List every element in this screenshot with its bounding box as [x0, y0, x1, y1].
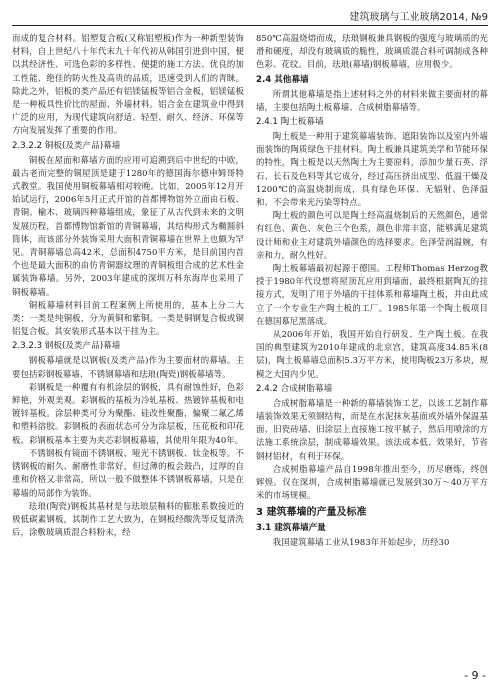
paragraph: 彩钢板是一种覆有有机涂层的钢板，具有耐蚀性好，色彩鲜艳，外观美观。彩钢板的基板为冷轧基板、热镀锌基板和电镀锌基板。涂层种类可分为聚酯、硅改性聚酯，偏聚二氟乙烯和塑料溶胶。彩钢板的表面状态可分为涂层板，压花板和印花板。彩钢板基本主要为夹芯彩钢板幕墙，其使用年限为40年。 — [12, 381, 244, 445]
paragraph: 所谓其他幕墙是指上述材料之外的材料来做主要面材的幕墙，主要包括陶土板幕墙、合成树脂幕墙等。 — [256, 88, 488, 112]
paragraph: 而成的复合材料。铝塑复合板(又称铝塑板)作为一种新型装饰材料，自上世纪八十年代末九十年代初从韩国引进到中国，便以其经济性、可选色彩的多样性、便捷的施工方法、优良的加工性能、绝佳的防火性及高贵的品质，迅速受到人们的青睐。除此之外，铝板的类产品还有铝镁锰板等铝合金板，铝镁锰板是一种板具性价比的屋面、外墙材料。铝合金在建筑业中得到广泛的应用，为现代建筑向舒适、轻型、耐久、经济、环保等方向发展发挥了重要的作用。 — [12, 33, 244, 136]
journal-title: 建筑玻璃与工业玻璃2014, №9 — [349, 12, 488, 23]
article-body — [12, 32, 488, 662]
section-heading: 2.4 其他幕墙 — [256, 74, 309, 85]
section-heading: 2.3.2.3 钢板(及类产品)幕墙 — [12, 341, 121, 352]
section-heading: 2.3.2.2 铜板(及类产品)幕墙 — [12, 140, 121, 151]
paragraph: 从2006年开始，我国开始自行研发、生产陶土板。在我国的典型建筑为2010年建成的北京宫，建筑高度34.85米(8层)，陶土板幕墙总面积5.3万平方米，使用陶板23万多块，规模之大国内少见。 — [256, 329, 488, 379]
running-header — [12, 6, 488, 26]
paragraph: 陶土板的颜色可以是陶土经高温烧制后的天然颜色，通常有红色、黄色、灰色三个色系，颜色非常丰富，能够满足建筑设计师和业主对建筑外墙颜色的选择要求。色泽莹润温婉，有亲和力，耐久性好。 — [256, 210, 488, 260]
section-heading: 2.4.2 合成树脂幕墙 — [256, 383, 333, 394]
section-heading: 3.1 建筑幕墙产量 — [256, 522, 326, 533]
chapter-heading: 3 建筑幕墙的产量及标准 — [256, 506, 367, 518]
paragraph: 铜板在屋面和幕墙方面的应用可追溯到后中世纪的中欧，最古老而完整的铜屋顶是建于1280年的德国海尔德申姆哥特式教堂。我国使用铜板幕墙相对较晚。比如，2005年12月开始试运行，2006年5月正式开馆的首都博物馆外立面由石板、青铜、榆木、玻璃四种幕墙组成，象征了从古代到未来的文明发展历程，首都博物馆新馆的青铜幕墙，其结构形式为椭圆斜筒体，而该部分外装饰采用大面积青铜幕墙在世界上也颇为罕见。青铜幕墙总高42米，总面积4750平方米，是目前国内首个也是最大面积的由仿青铜器纹理的青铜板组合成的艺术性金属装饰幕墙。另外，2003年建成的深圳万科东海岸也采用了铜板幕墙。 — [12, 154, 244, 297]
left-column — [12, 32, 244, 662]
paragraph: 钢板幕墙就是以钢板(及类产品)作为主要面材的幕墙。主要包括彩钢板幕墙、不锈钢幕墙和珐琅(陶瓷)钢板幕墙等。 — [12, 355, 244, 379]
paragraph: 珐琅(陶瓷)钢板其基材是与珐琅层釉料的膨胀系数接近的极低碳素钢板，其制作工艺大致为，在钢板经酸洗等反复清洗后，涂敷玻璃质混合料粉末，经 — [12, 500, 244, 538]
right-column — [256, 32, 488, 662]
paragraph: 850℃高温烧熔而成，珐琅钢板兼具钢板的强度与玻璃质的光滑和硬度，却没有玻璃质的脆性，玻璃质混合料可调制成各种色彩、花纹。目前，珐琅(幕墙)钢板幕墙，应用极少。 — [256, 33, 488, 70]
paragraph: 合成树脂幕墙产品自1998年推出至今，历尽磨炼，终创辉煌。仅在深圳，合成树脂幕墙就已发展到30万～40万平方米的市场规模。 — [256, 463, 488, 501]
paragraph: 陶土板幕墙最初起源于德国。工程师Thomas Herzog教授于1980年代设想将屋顶瓦应用到墙面，最终根据陶瓦的挂接方式，发明了用于外墙的干挂体系和幕墙陶土板，并由此成立了一个专业生产陶土板的工厂。1985年第一个陶土板项目在德国慕尼黑落成。 — [256, 263, 488, 326]
section-heading: 2.4.1 陶土板幕墙 — [256, 117, 324, 128]
page-number: - 9 - — [464, 669, 486, 682]
paragraph: 铜板幕墙材料目前工程案例上所使用的，基本上分二大类：一类是纯铜板，分为黄铜和紫铜。一类是铜钢复合板或铜铝复合板。其安装形式基本以干挂为主。 — [12, 299, 244, 337]
paragraph: 合成树脂幕墙是一种新的幕墙装饰工艺，以该工艺制作幕墙装饰效果无须钢结构，而是在水泥抹灰基面或外墙外保温基面、旧瓷砖墙、旧涂层上直接施工按平腻子，然后用喷涂的方法施工系统涂层，制成幕墙效果。该法成本低、效果好，节省钢材铝材，有利于环保。 — [256, 397, 488, 461]
paragraph: 陶土板是一种用于建筑幕墙装饰、遮阳装饰以及室内外墙面装饰的陶质绿色干挂材料。陶土板兼具建筑美学和节能环保的特性，陶土板是以天然陶土为主要原料，添加少量石英、浮石、长石及色料等其它成分，经过高压挤出成型、低温干燥及1200℃的高温烧制而成，具有绿色环保、无辐射、色泽温和、不会带来光污染等特点。 — [256, 131, 488, 208]
paragraph: 不锈钢板有镜面不锈钢板、哑光不锈钢板、钛金板等。不锈钢板的耐久、耐磨性非常好，但过薄的板会鼓凸，过厚的自重和价格又非常高，所以一般不做整体不锈钢板幕墙，只是在幕墙的局部作为装饰。 — [12, 447, 244, 498]
paragraph: 我国建筑幕墙工业从1983年开始起步，历经30 — [272, 536, 450, 547]
